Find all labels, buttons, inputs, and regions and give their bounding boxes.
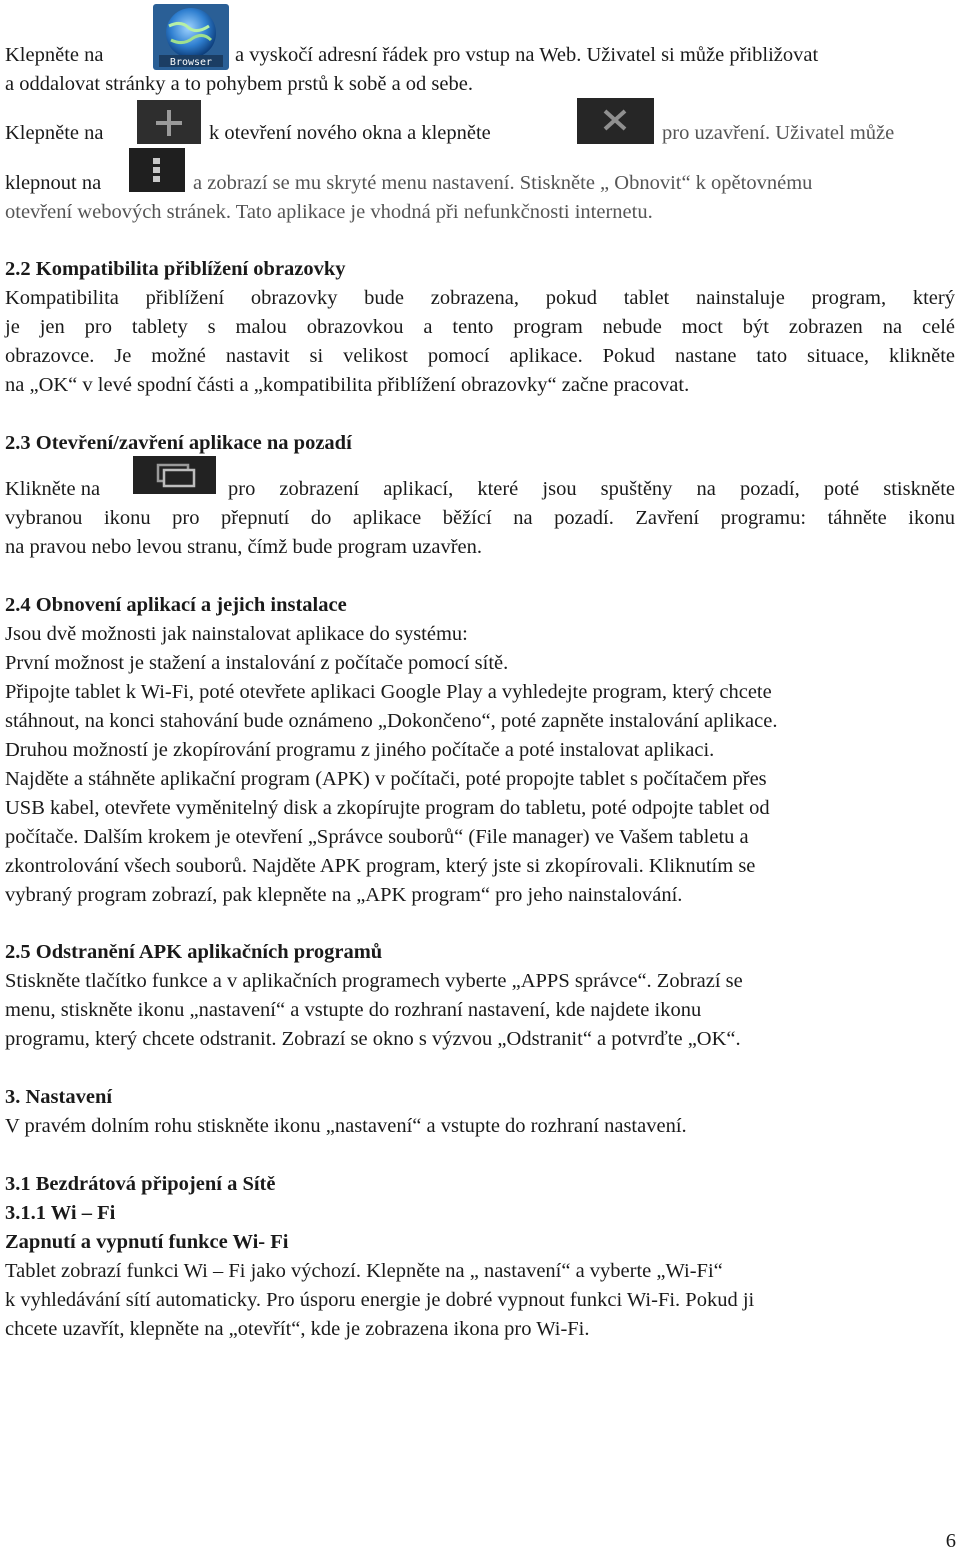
intro-text: otevření webových stránek. Tato aplikace je vhodná při nefunkčnosti internetu. (5, 201, 653, 223)
intro-text: a vyskočí adresní řádek pro vstup na Web. Uživatel si může přibližovat (235, 44, 819, 66)
paragraph-text: pro zobrazení aplikací, které jsou spuštěny na pozadí, poté stiskněte (228, 478, 955, 500)
paragraph-line: USB kabel, otevřete vyměnitelný disk a zkopírujte program do tabletu, poté odpojte tablet od (5, 797, 770, 819)
plus-icon (137, 100, 201, 144)
intro-text: a zobrazí se mu skryté menu nastavení. Stiskněte „ Obnovit“ k opětovnému (193, 172, 813, 194)
paragraph-line: Připojte tablet k Wi-Fi, poté otevřete aplikaci Google Play a vyhledejte program, který chcete (5, 681, 772, 703)
paragraph-line: Kompatibilita přiblížení obrazovky bude zobrazena, pokud tablet nainstaluje program, který (5, 287, 955, 309)
paragraph-line: Tablet zobrazí funkci Wi – Fi jako výchozí. Klepněte na „ nastavení“ a vyberte „Wi-Fi“ (5, 1260, 723, 1282)
section-heading-2-3: 2.3 Otevření/zavření aplikace na pozadí (5, 432, 352, 454)
paragraph-line: zkontrolování všech souborů. Najděte APK program, který jste si zkopírovali. Kliknutím se (5, 855, 756, 877)
paragraph-line: Jsou dvě možnosti jak nainstalovat aplikace do systému: (5, 623, 468, 645)
paragraph-text: Klikněte na (5, 478, 101, 500)
intro-text: Klepněte na (5, 122, 104, 144)
section-heading-2-5: 2.5 Odstranění APK aplikačních programů (5, 941, 383, 963)
page-number: 6 (945, 1530, 956, 1552)
subsection-heading: Zapnutí a vypnutí funkce Wi- Fi (5, 1231, 289, 1253)
paragraph-line: První možnost je stažení a instalování z počítače pomocí sítě. (5, 652, 509, 674)
section-heading-3: 3. Nastavení (5, 1086, 113, 1108)
intro-text: pro uzavření. Uživatel může (662, 122, 895, 144)
section-heading-2-4: 2.4 Obnovení aplikací a jejich instalace (5, 594, 347, 616)
svg-text:Browser: Browser (169, 57, 213, 68)
menu-icon (129, 148, 185, 192)
paragraph-line: programu, který chcete odstranit. Zobrazí se okno s výzvou „Odstranit“ a potvrďte „OK“. (5, 1028, 741, 1050)
intro-text: klepnout na (5, 172, 102, 194)
paragraph-line: V pravém dolním rohu stiskněte ikonu „nastavení“ a vstupte do rozhraní nastavení. (5, 1115, 687, 1137)
paragraph-line: na „OK“ v levé spodní části a „kompatibilita přiblížení obrazovky“ začne pracovat. (5, 374, 690, 396)
paragraph-line: menu, stiskněte ikonu „nastavení“ a vstupte do rozhraní nastavení, kde najdete ikonu (5, 999, 702, 1021)
section-heading-3-1: 3.1 Bezdrátová připojení a Sítě (5, 1173, 276, 1195)
paragraph-line: Druhou možností je zkopírování programu z jiného počítače a poté instalovat aplikaci. (5, 739, 715, 761)
paragraph-line: vybraný program zobrazí, pak klepněte na „APK program“ pro jeho nainstalování. (5, 884, 683, 906)
close-icon (577, 98, 654, 144)
section-heading-2-2: 2.2 Kompatibilita přiblížení obrazovky (5, 258, 346, 280)
intro-text: a oddalovat stránky a to pohybem prstů k sobě a od sebe. (5, 73, 473, 95)
section-heading-3-1-1: 3.1.1 Wi – Fi (5, 1202, 116, 1224)
paragraph-line: počítače. Dalším krokem je otevření „Správce souborů“ (File manager) ve Vašem tabletu a (5, 826, 749, 848)
paragraph-line: vybranou ikonu pro přepnutí do aplikace běžící na pozadí. Zavření programu: táhněte ikonu (5, 507, 955, 529)
paragraph-line: k vyhledávání sítí automaticky. Pro úsporu energie je dobré vypnout funkci Wi-Fi. Pokud ji (5, 1289, 755, 1311)
paragraph-line: Najděte a stáhněte aplikační program (APK) v počítači, poté propojte tablet s počítačem přes (5, 768, 767, 790)
intro-text: Klepněte na (5, 44, 104, 66)
paragraph-line: Stiskněte tlačítko funkce a v aplikačních programech vyberte „APPS správce“. Zobrazí se (5, 970, 743, 992)
paragraph-line: stáhnout, na konci stahování bude oznámeno „Dokončeno“, poté zapněte instalování aplikace. (5, 710, 778, 732)
browser-icon (153, 4, 229, 70)
paragraph-line: na pravou nebo levou stranu, čímž bude program uzavřen. (5, 536, 483, 558)
paragraph-line: je jen pro tablety s malou obrazovkou a tento program nebude moct být zobrazen na celé (5, 316, 955, 338)
paragraph-line: chcete uzavřít, klepněte na „otevřít“, kde je zobrazena ikona pro Wi-Fi. (5, 1318, 590, 1340)
recent-apps-icon (133, 456, 216, 494)
paragraph-line: obrazovce. Je možné nastavit si velikost pomocí aplikace. Pokud nastane tato situace, klikněte (5, 345, 955, 367)
intro-line-1 (5, 42, 103, 68)
intro-text: k otevření nového okna a klepněte (209, 122, 491, 144)
